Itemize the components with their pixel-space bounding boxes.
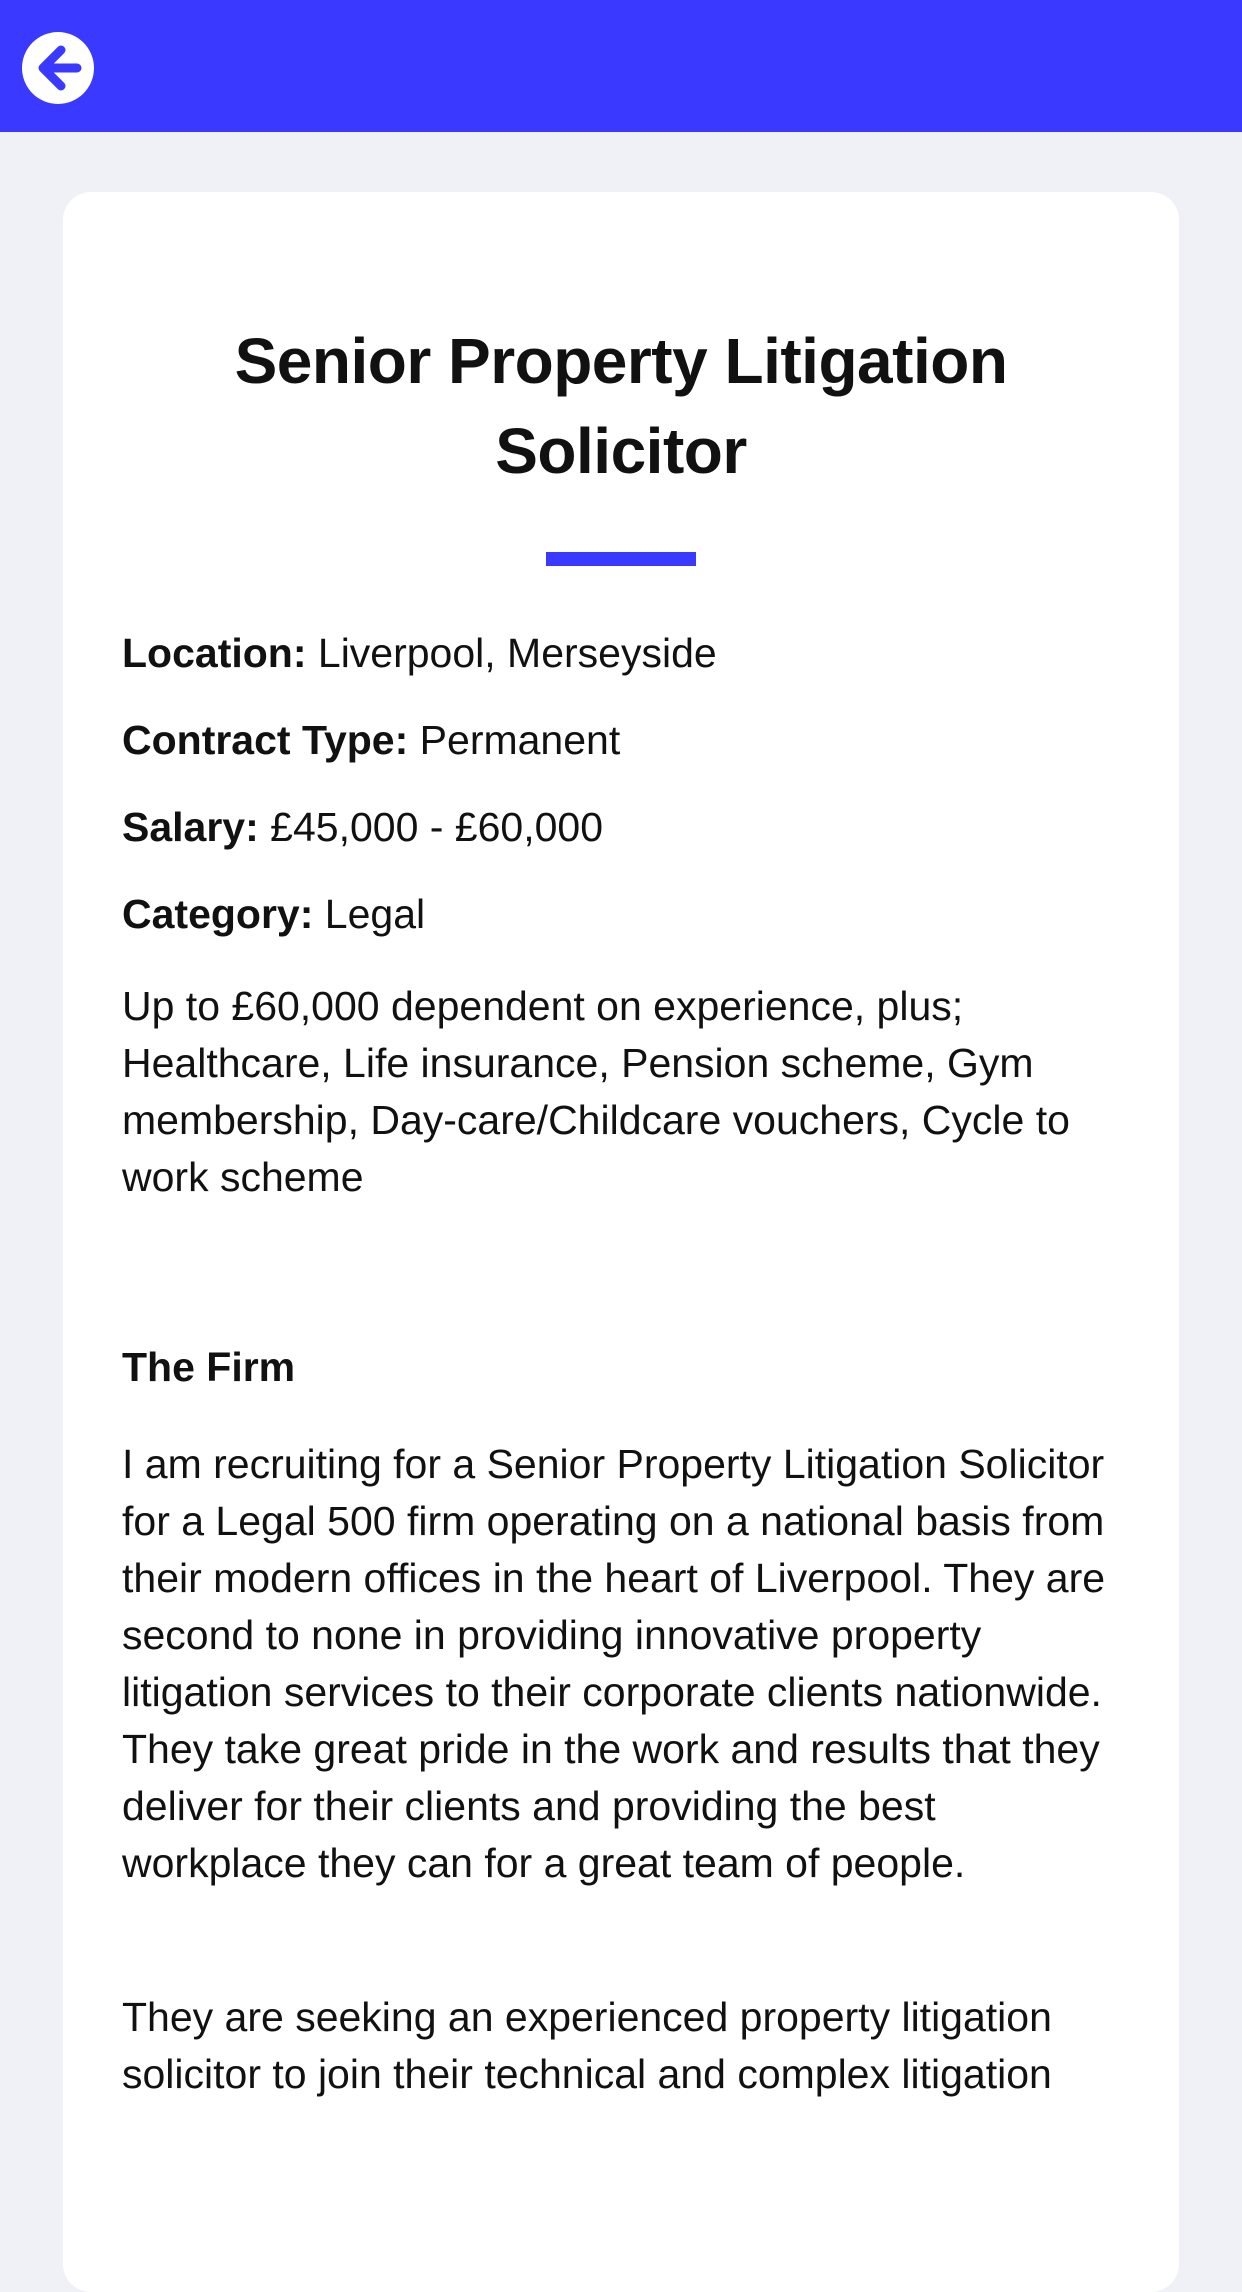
job-detail-card <box>63 192 1179 2292</box>
meta-category <box>122 885 1120 943</box>
firm-description: I am recruiting for a Senior Property Litigation Solicitor for a Legal 500 firm operating on a national basis from their modern offices in the heart of Liverpool. They are second to none in providing innovative property litigation services to their corporate clients nationwide. They take great pride in the work and results that they deliver for their clients and providing the best workplace they can for a great team of people. <box>122 1441 1106 1886</box>
meta-salary-value: £45,000 - £60,000 <box>270 804 604 850</box>
meta-salary-label: Salary: <box>122 804 259 850</box>
top-app-bar <box>0 0 1242 132</box>
meta-location-label: Location: <box>122 630 307 676</box>
meta-location <box>122 624 1120 682</box>
meta-contract-type <box>122 711 1120 769</box>
back-button[interactable] <box>22 32 94 104</box>
meta-location-value: Liverpool, Merseyside <box>317 630 717 676</box>
meta-category-label: Category: <box>122 891 314 937</box>
title-divider <box>546 552 696 566</box>
firm-heading: The Firm <box>122 1344 296 1390</box>
role-description: They are seeking an experienced property litigation solicitor to join their technical and complex litigation <box>122 1994 1052 2097</box>
meta-contract-type-value: Permanent <box>419 717 621 763</box>
meta-contract-type-label: Contract Type: <box>122 717 409 763</box>
arrow-left-circle-icon <box>22 32 94 104</box>
meta-category-value: Legal <box>324 891 426 937</box>
job-title: Senior Property Litigation Solicitor <box>234 325 1008 487</box>
benefits-text: Up to £60,000 dependent on experience, plus; Healthcare, Life insurance, Pension scheme, Gym membership, Day-care/Childcare vouchers, Cycle to work scheme <box>122 983 1070 1200</box>
meta-salary <box>122 798 1120 856</box>
